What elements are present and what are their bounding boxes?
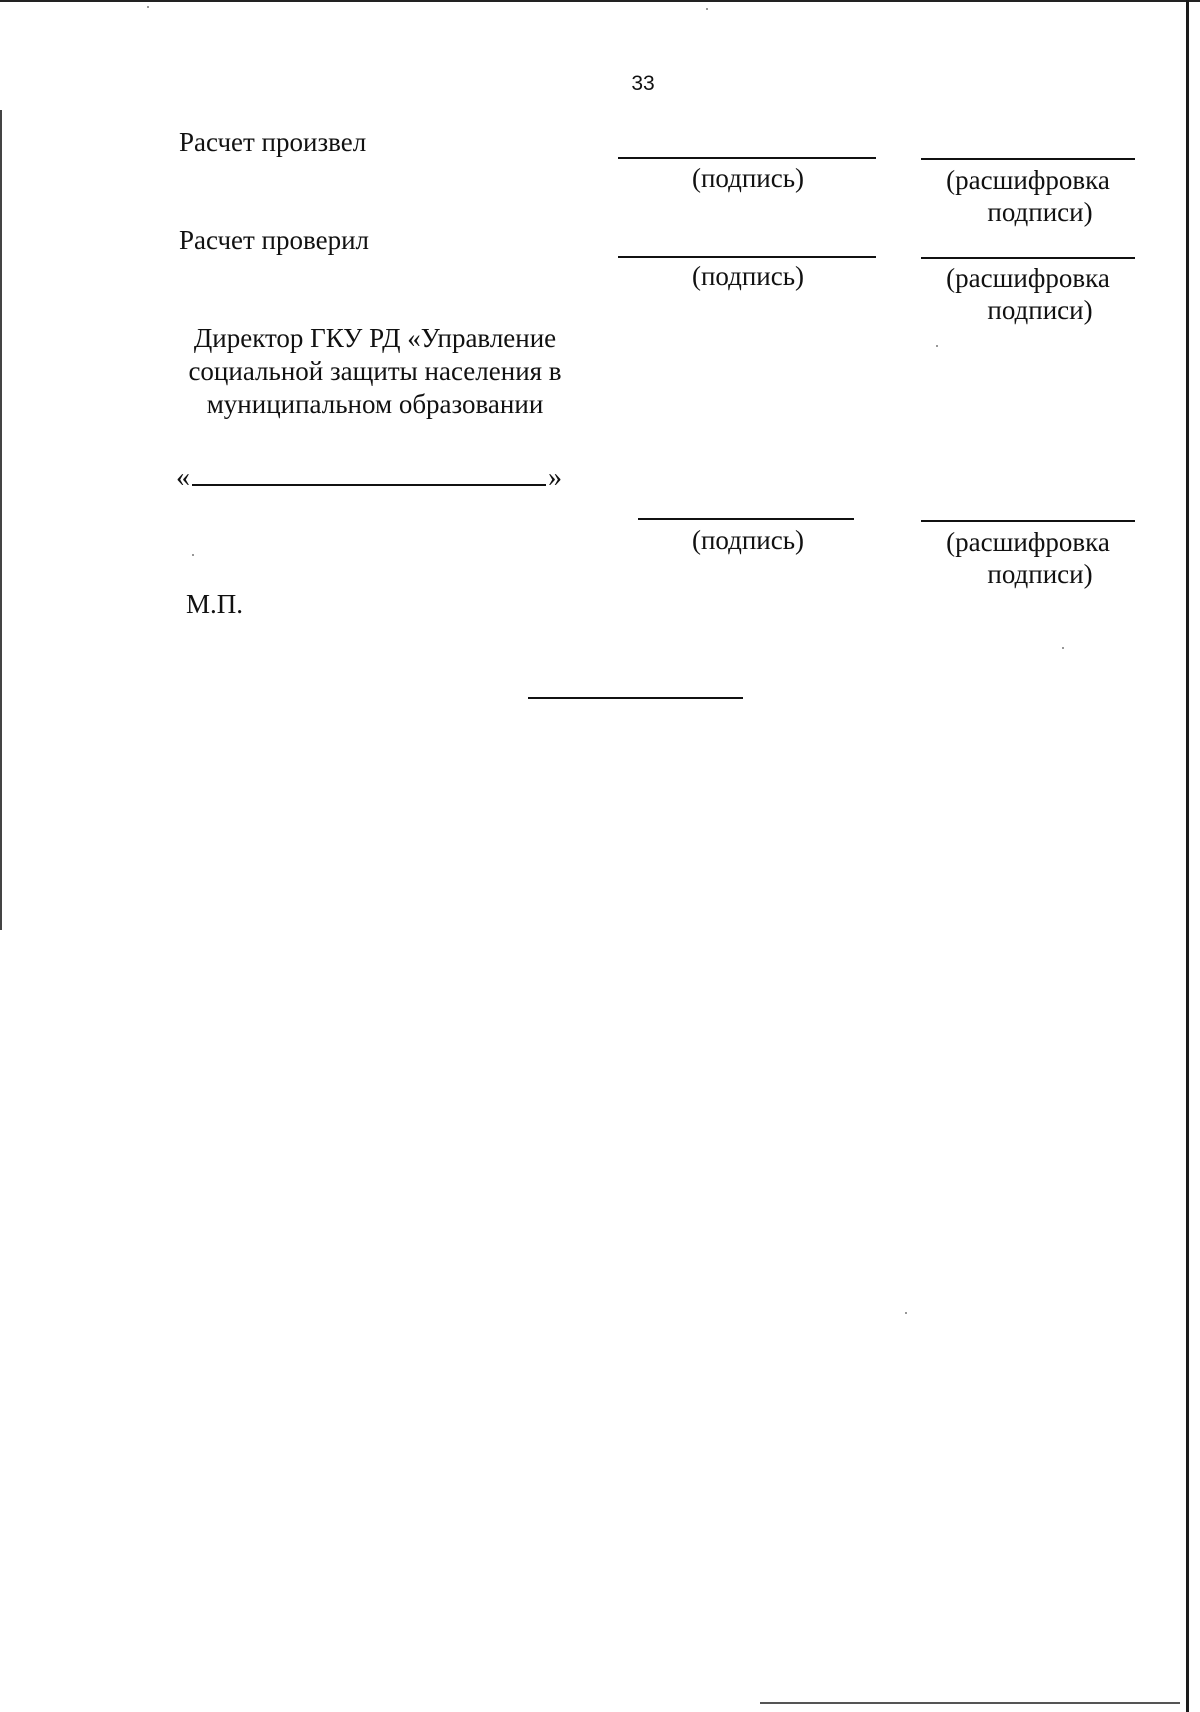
scan-speck [147, 6, 149, 8]
calc-checked-label: Расчет проверил [179, 225, 370, 255]
decoding-caption-line2: подписи) [987, 197, 1093, 227]
stamp-placeholder: М.П. [186, 589, 244, 619]
director-title-line3: муниципальном образовании [206, 389, 544, 419]
scan-speck [1062, 647, 1064, 649]
calc-performed-decoding-caption [928, 164, 1128, 228]
calc-checked-decoding-caption [928, 262, 1128, 326]
scan-edge-right [1186, 0, 1189, 1712]
page-number: 33 [631, 72, 655, 95]
calc-performed-label: Расчет произвел [179, 127, 367, 157]
director-title [170, 322, 580, 421]
decoding-caption-line1: (расшифровка [946, 527, 1110, 557]
decoding-caption-line2: подписи) [987, 295, 1093, 325]
scan-speck [192, 554, 194, 556]
document-end-separator [528, 697, 743, 699]
scan-speck [936, 345, 938, 347]
director-signature-caption: (подпись) [691, 525, 805, 555]
municipality-name-field [176, 460, 562, 494]
calc-checked-decoding-line [921, 257, 1135, 259]
decoding-caption-line1: (расшифровка [946, 263, 1110, 293]
scan-speck [706, 8, 708, 10]
municipality-name-blank [192, 460, 546, 486]
scan-edge-bottom [760, 1702, 1180, 1704]
director-decoding-line [921, 520, 1135, 522]
calc-performed-decoding-line [921, 158, 1135, 160]
decoding-caption-line2: подписи) [987, 559, 1093, 589]
decoding-caption-line1: (расшифровка [946, 165, 1110, 195]
director-title-line2: социальной защиты населения в [188, 356, 562, 386]
calc-performed-signature-line [618, 157, 876, 159]
director-title-line1: Директор ГКУ РД «Управление [193, 323, 557, 353]
calc-checked-signature-caption: (подпись) [691, 261, 805, 291]
open-quote: « [176, 462, 190, 493]
scan-speck [905, 1312, 907, 1314]
calc-checked-signature-line [618, 256, 876, 258]
director-decoding-caption [928, 526, 1128, 590]
calc-performed-signature-caption: (подпись) [691, 163, 805, 193]
scan-edge-left [0, 110, 2, 930]
scan-edge-top [0, 0, 1200, 2]
director-signature-line [638, 518, 854, 520]
close-quote: » [548, 462, 562, 493]
